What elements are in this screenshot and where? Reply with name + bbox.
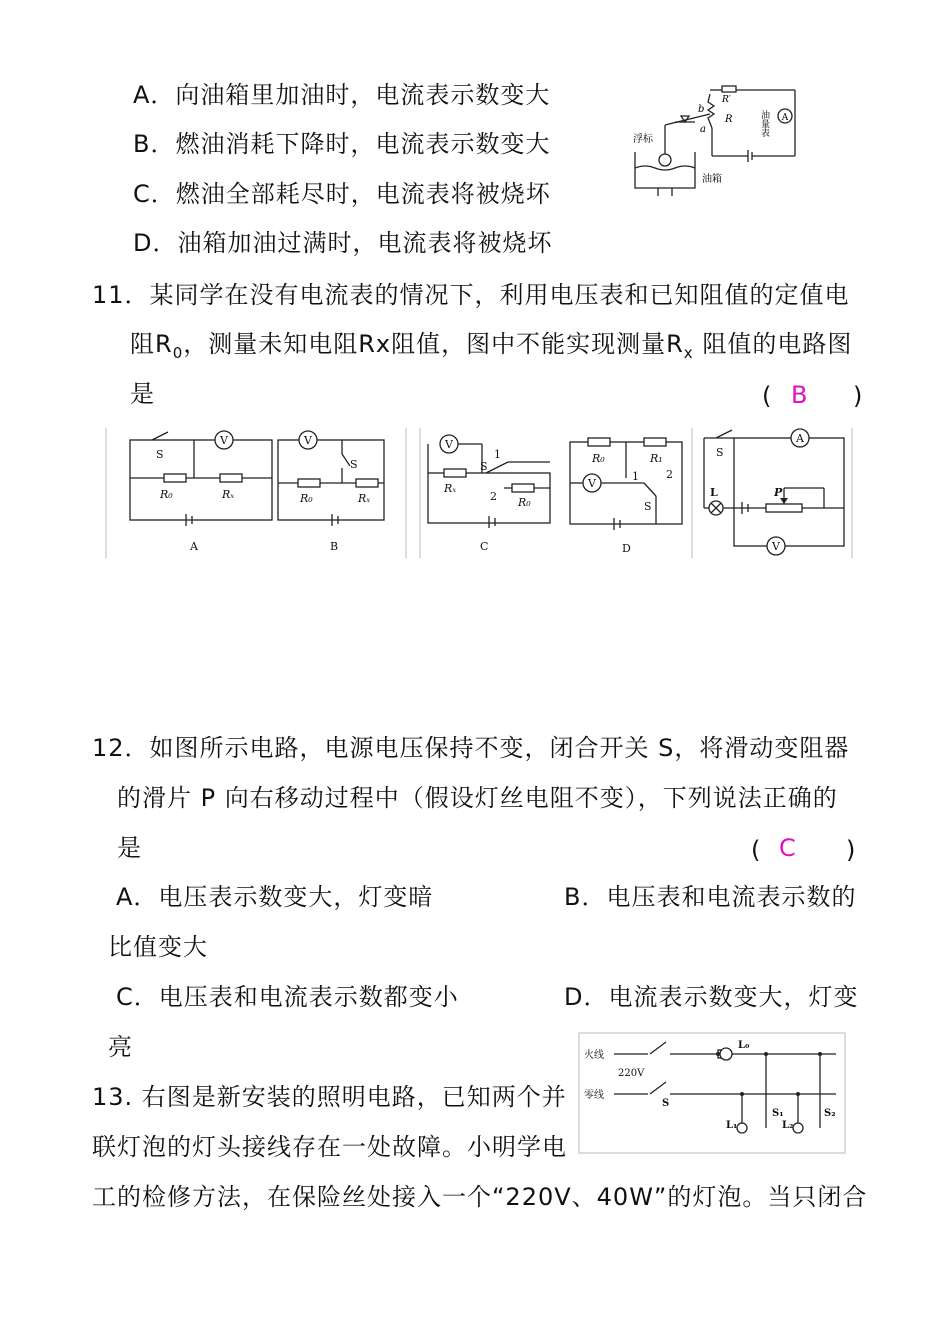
q11-line-2-middle: ，测量未知电阻Rx阻值，图中不能实现测量R [183, 330, 684, 358]
q11-c-switch-label: S [480, 460, 488, 473]
q11-d-point-1-label: 1 [632, 470, 639, 483]
q10-rprime-label: R′ [722, 95, 731, 105]
q10-b-label: b [698, 104, 705, 115]
q10-tank-label: 油箱 [702, 174, 722, 185]
q11-a-switch-label: S [156, 448, 164, 461]
q13-line-3: 工的检修方法，在保险丝处接入一个“220V、40W”的灯泡。当只闭合 [92, 1183, 868, 1211]
q11-d-switch-label: S [644, 500, 652, 513]
q11-a-voltmeter-label: V [220, 434, 228, 447]
q10-option-a: A．向油箱里加油时，电流表示数变大 [133, 81, 551, 109]
q13-s2-label: S₂ [824, 1108, 836, 1119]
q11-b-switch-label: S [350, 458, 358, 471]
q12-line-2: 的滑片 P 向右移动过程中（假设灯丝电阻不变），下列说法正确的 [117, 784, 838, 812]
q11-line-2 [130, 329, 852, 368]
q10-ammeter-label: A [781, 113, 789, 123]
q12-slider-label: P [774, 486, 783, 499]
q11-answer-paren-close: ) [853, 382, 863, 410]
q13-s1-label: S₁ [772, 1108, 784, 1119]
q12-ammeter-label: A [796, 432, 804, 445]
q10-fuel-gauge-figure [630, 80, 800, 200]
q10-a-label: a [700, 124, 706, 135]
q10-float-label: 浮标 [633, 134, 653, 145]
q11-d-point-2-label: 2 [666, 468, 673, 481]
q12-line-1: 12．如图所示电路，电源电压保持不变，闭合开关 S，将滑动变阻器 [92, 734, 850, 762]
q11-b-r0-label: R₀ [300, 492, 313, 505]
q12-option-d-continued: 亮 [108, 1033, 133, 1061]
q13-l0-label: L₀ [738, 1040, 750, 1051]
q11-c-point-2-label: 2 [490, 490, 497, 503]
q11-answer-paren-open: ( [762, 382, 772, 410]
q11-d-r1-label: R₁ [650, 452, 663, 465]
q10-gauge-label: 油量表 [759, 110, 769, 137]
q12-option-a: A．电压表示数变大，灯变暗 [116, 883, 434, 911]
q11-line-3: 是 [130, 380, 155, 408]
q11-sub-0: 0 [172, 344, 184, 362]
q11-circuits-figure [104, 428, 854, 558]
q12-answer: C [779, 834, 796, 862]
q12-option-c: C．电压表和电流表示数都变小 [116, 983, 459, 1011]
q13-live-wire-label: 火线 [584, 1050, 604, 1061]
q10-option-b: B．燃油消耗下降时，电流表示数变大 [133, 130, 551, 158]
q11-answer: B [791, 381, 808, 409]
q13-line-2: 联灯泡的灯头接线存在一处故障。小明学电 [92, 1133, 567, 1161]
q11-c-voltmeter-label: V [445, 438, 453, 451]
q13-switch-label: S [662, 1098, 670, 1109]
q13-neutral-wire-label: 零线 [584, 1090, 604, 1101]
q10-option-c: C．燃油全部耗尽时，电流表将被烧坏 [133, 180, 551, 208]
q12-voltmeter-label: V [772, 540, 780, 553]
q11-d-voltmeter-label: V [588, 477, 596, 490]
q11-circuit-b-label: B [330, 540, 339, 553]
q11-sub-x: x [683, 344, 694, 362]
q12-switch-label: S [716, 446, 724, 459]
q13-l2-label: L₂ [782, 1120, 794, 1131]
q12-option-d: D．电流表示数变大，灯变 [564, 983, 859, 1011]
q11-b-rx-label: Rₓ [358, 492, 371, 505]
q10-r-label: R [725, 114, 733, 125]
q11-c-point-1-label: 1 [494, 448, 501, 461]
q11-c-rx-label: Rₓ [444, 482, 457, 495]
q13-lighting-circuit-figure [578, 1032, 846, 1154]
q11-line-1: 11．某同学在没有电流表的情况下，利用电压表和已知阻值的定值电 [92, 281, 850, 309]
q13-voltage-label: 220V [618, 1068, 645, 1079]
q13-l1-label: L₁ [726, 1120, 738, 1131]
q12-answer-paren-close: ) [846, 836, 856, 864]
q11-a-rx-label: Rₓ [222, 488, 235, 501]
q12-option-b: B．电压表和电流表示数的 [564, 883, 857, 911]
q11-circuit-d-label: D [622, 542, 631, 555]
q11-circuit-c-label: C [480, 540, 489, 553]
q10-option-d: D．油箱加油过满时，电流表将被烧坏 [133, 229, 553, 257]
q11-line-2-end: 阻值的电路图 [693, 330, 853, 358]
q11-a-r0-label: R₀ [160, 488, 173, 501]
q12-answer-paren-open: ( [751, 836, 761, 864]
q11-circuit-a-label: A [190, 540, 198, 553]
q13-line-1: 13. 右图是新安装的照明电路，已知两个并 [92, 1083, 567, 1111]
q11-c-r0-label: R₀ [518, 496, 531, 509]
q12-lamp-label: L [710, 486, 718, 499]
q11-b-voltmeter-label: V [304, 434, 312, 447]
q11-d-r0-label: R₀ [592, 452, 605, 465]
q12-line-3: 是 [117, 834, 142, 862]
q12-option-b-continued: 比值变大 [108, 933, 208, 961]
q11-line-2-start: 阻R [130, 330, 173, 358]
